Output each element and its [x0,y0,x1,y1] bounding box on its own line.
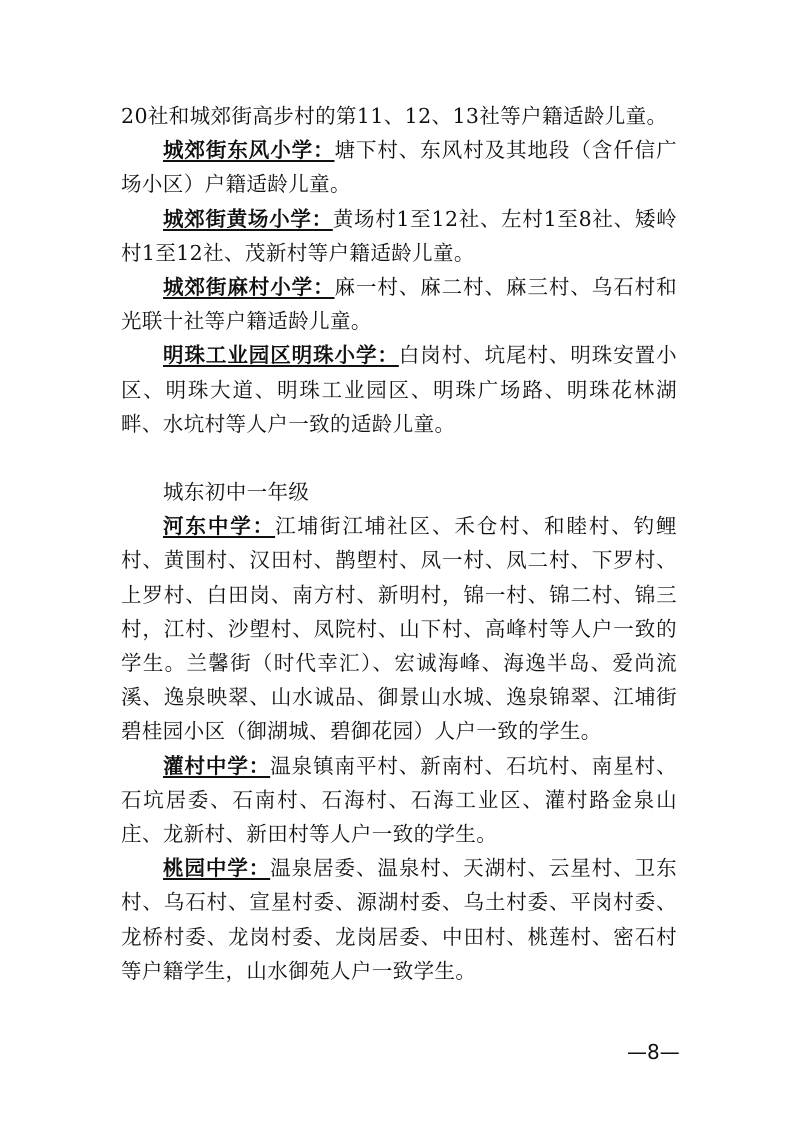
document-page [121,99,677,988]
school-name-label: 城郊街黄场小学： [163,206,333,231]
school-entry-dongfeng [121,133,677,201]
continuation-paragraph: 20社和城郊街高步村的第11、12、13社等户籍适龄儿童。 [121,104,668,128]
school-zone-text: 温泉镇南平村、新南村、石坑村、南星村、石坑居委、石南村、石海村、石海工业区、灌村路金泉山庄、龙新村、新田村等人户一致的学生。 [121,753,677,847]
school-name-label: 灌村中学： [163,753,271,778]
school-entry-huangchang [121,202,677,270]
school-zone-text: 麻一村、麻二村、麻三村、乌石村和光联十社等户籍适龄儿童。 [121,275,677,334]
school-entry-hedong [121,509,677,748]
school-entry-taoyuan [121,851,677,988]
school-zone-text: 黄场村1至12社、左村1至8社、矮岭村1至12社、茂新村等户籍适龄儿童。 [121,206,677,265]
page-number: —8— [627,1040,680,1064]
school-name-label: 城郊街东风小学： [163,138,335,163]
section-heading: 城东初中一年级 [163,480,310,505]
school-entry-mingzhu [121,338,677,441]
school-zone-text: 白岗村、坑尾村、明珠安置小区、明珠大道、明珠工业园区、明珠广场路、明珠花林湖畔、水坑村等人户一致的适龄儿童。 [121,343,677,436]
school-entry-guancun [121,749,677,852]
school-zone-text: 温泉居委、温泉村、天湖村、云星村、卫东村、乌石村、宣星村委、源湖村委、乌土村委、平岗村委、龙桥村委、龙岗村委、龙岗居委、中田村、桃莲村、密石村等户籍学生，山水御苑人户一致学生。 [121,856,677,983]
school-name-label: 明珠工业园区明珠小学： [163,343,399,368]
school-name-label: 桃园中学： [163,856,271,881]
school-zone-text: 塘下村、东风村及其地段（含仟信广场小区）户籍适龄儿童。 [121,138,677,197]
school-name-label: 河东中学： [163,514,276,539]
school-entry-macun [121,270,677,338]
school-name-label: 城郊街麻村小学： [163,275,335,300]
school-zone-text: 江埔街江埔社区、禾仓村、和睦村、钓鲤村、黄围村、汉田村、鹊塱村、凤一村、凤二村、下罗村、上罗村、白田岗、南方村、新明村，锦一村、锦二村、锦三村，江村、沙塱村、凤院村、山下村、高峰村等人户一致的学生。兰馨街（时代幸汇）、宏诚海峰、海逸半岛、爱尚流溪、逸泉映翠、山水诚品、御景山水城、逸泉锦翠、江埔街碧桂园小区（御湖城、碧御花园）人户一致的学生。 [121,514,678,744]
